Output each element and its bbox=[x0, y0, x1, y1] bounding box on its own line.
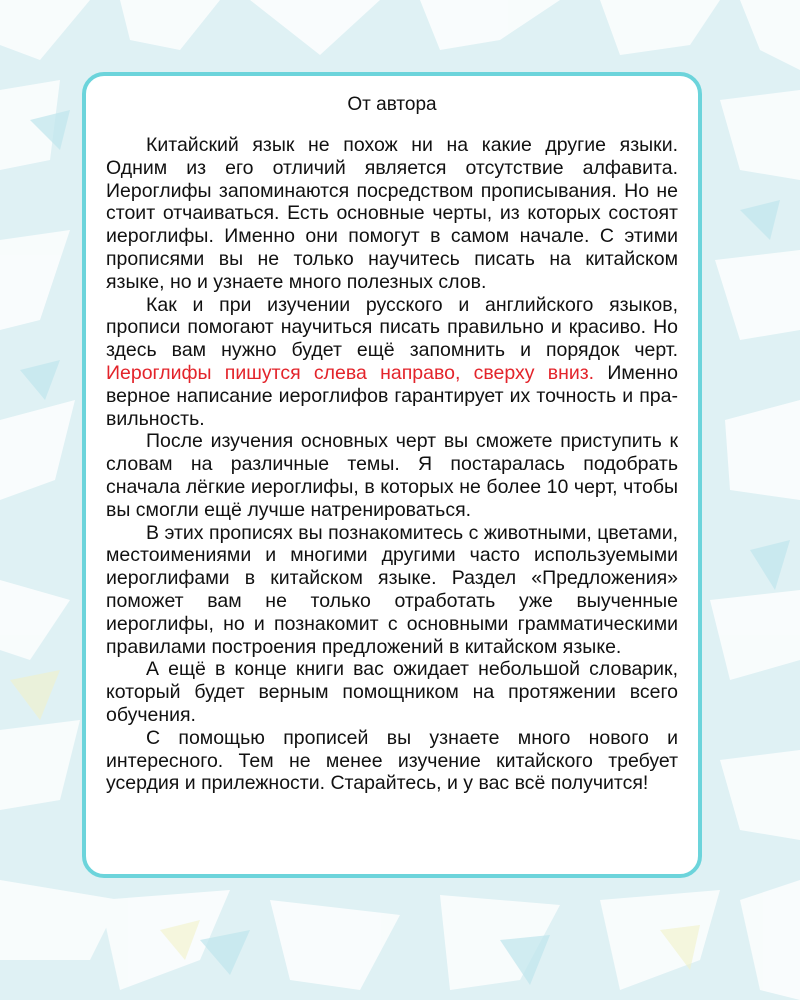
page-title: От автора bbox=[347, 94, 437, 115]
paragraph-text: Как и при изучении русского и английского языков, прописи помогают научиться писать правильно и красиво. Но здесь вам нужно будет ещё запомнить и порядок черт. bbox=[106, 293, 678, 362]
paragraph: После изучения основных черт вы сможете приступить к словам на различные темы. Я постаралась подобрать сначала лёгкие иероглифы, в которых не более 10 черт, чтобы вы смогли ещё лучше натренироваться. bbox=[106, 430, 678, 521]
paragraph: С помощью прописей вы узнаете много нового и интересного. Тем не менее изучение китайского требует усердия и прилежности. Старайтесь, и у вас всё получится! bbox=[106, 726, 678, 795]
paragraph-text: Именно верное написание иероглифов гарантирует их точность и правильность. bbox=[106, 361, 678, 430]
author-note-card bbox=[82, 72, 702, 878]
paragraph: Китайский язык не похож ни на какие другие языки. Одним из его отличий является отсутствие алфавита. Иероглифы запоминаются посредством прописывания. Но не стоит отчаиваться. Есть основные черты, из которых состоят иероглифы. Именно они помогут в самом начале. С этими прописями вы не только научитесь писать на китайском языке, но и узнаете много полезных слов. bbox=[106, 134, 678, 293]
paragraph: А ещё в конце книги вас ожидает небольшой словарик, который будет верным помощником на протяжении всего обучения. bbox=[106, 658, 678, 726]
paragraph bbox=[106, 294, 678, 431]
highlighted-rule: Иероглифы пишутся слева направо, сверху вниз. bbox=[106, 361, 595, 384]
paragraph: В этих прописях вы познакомитесь с животными, цветами, местоимениями и многими другими часто используемыми иероглифами в китайском языке. Раздел «Предложения» поможет вам не только отработать уже выученные иероглифы, но и познакомит с основными грамматическими правилами построения предложений в китайском языке. bbox=[106, 521, 678, 658]
body-text bbox=[106, 134, 678, 795]
